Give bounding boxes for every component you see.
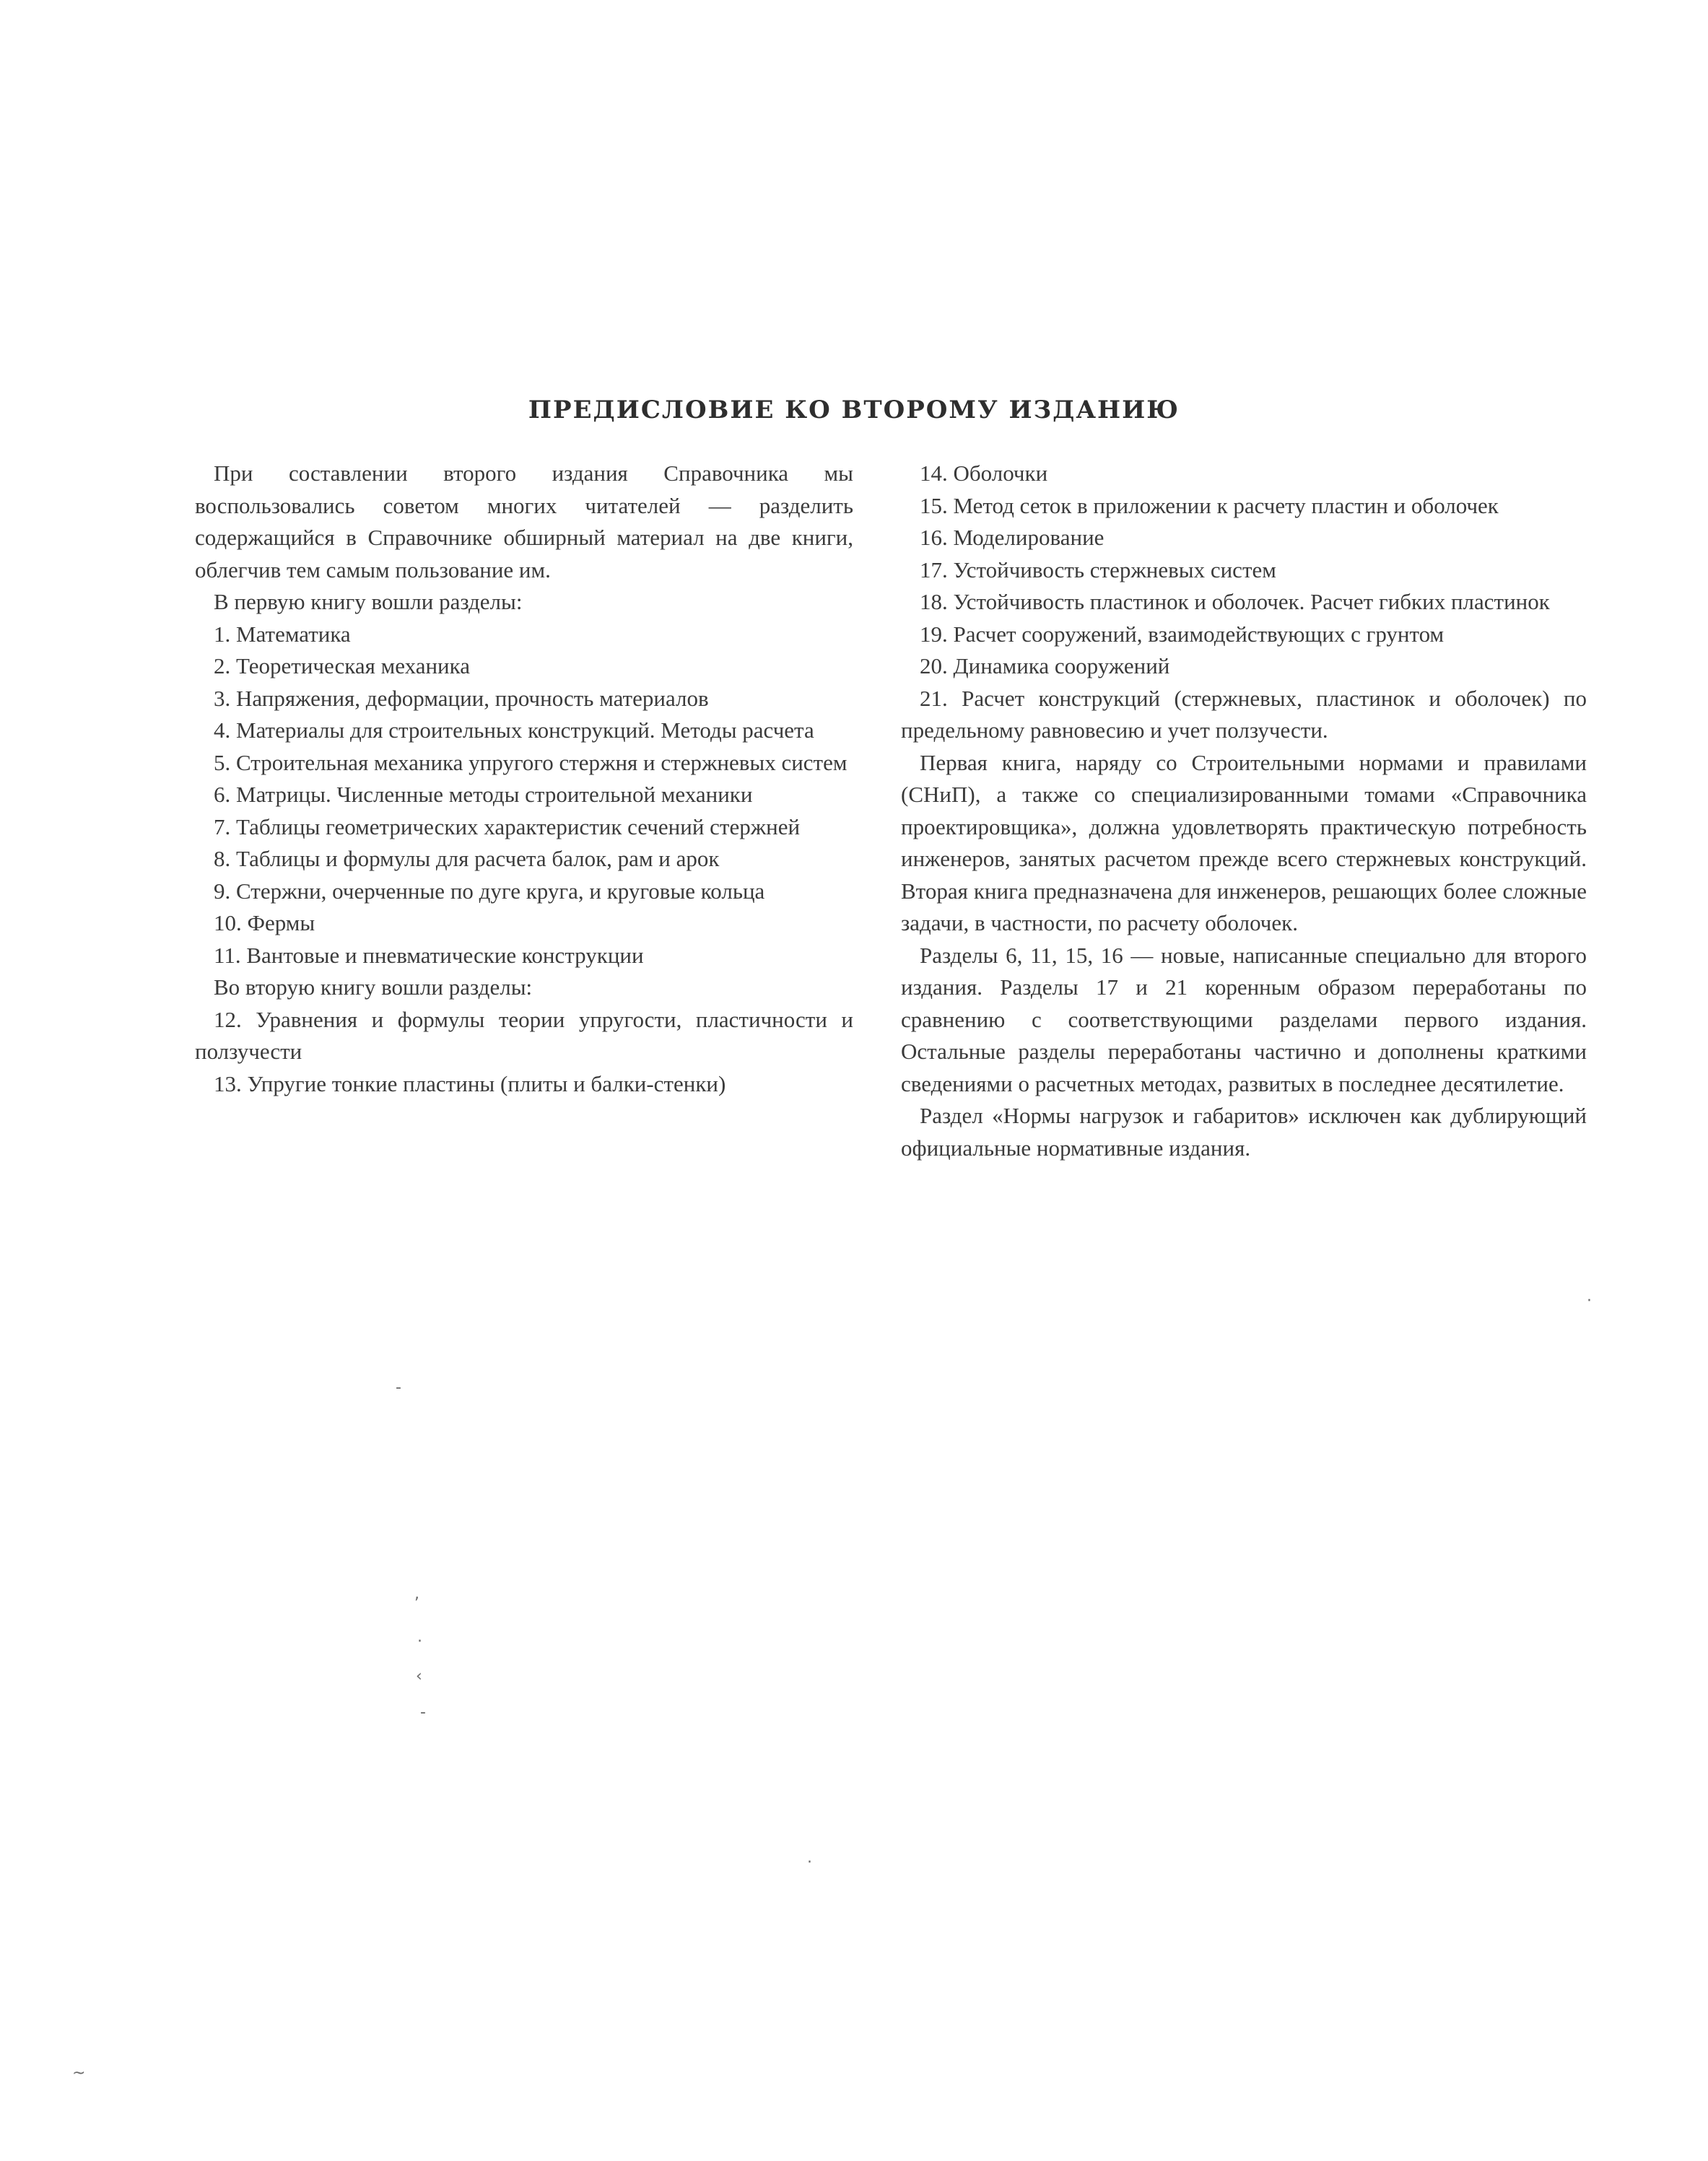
list-item: 5. Строительная механика упругого стержня и стержневых систем <box>214 749 848 775</box>
scan-speck-icon: · <box>417 1633 422 1651</box>
list-item: 16. Моделирование <box>920 525 1104 550</box>
paragraph: В первую книгу вошли разделы: <box>214 589 523 614</box>
list-item: 13. Упругие тонкие пластины (плиты и балки-стенки) <box>214 1070 726 1096</box>
paragraph: Во вторую книгу вошли разделы: <box>214 974 533 1000</box>
left-column <box>195 458 853 1100</box>
scan-speck-icon: ‹ <box>416 1667 422 1685</box>
list-item: 11. Вантовые и пневматические конструкции <box>214 942 644 968</box>
list-item: 21. Расчет конструкций (стержневых, пластинок и оболочек) по предельному равновесию и учет ползучести. <box>901 685 1587 743</box>
list-item: 7. Таблицы геометрических характеристик сечений стержней <box>214 813 801 839</box>
list-item: 2. Теоретическая механика <box>214 653 471 678</box>
paragraph: Раздел «Нормы нагрузок и габаритов» исключен как дублирующий официальные нормативные издания. <box>901 1103 1587 1161</box>
page-title: ПРЕДИСЛОВИЕ КО ВТОРОМУ ИЗДАНИЮ <box>528 396 1180 424</box>
list-item: 12. Уравнения и формулы теории упругости, пластичности и ползучести <box>195 1006 853 1064</box>
scan-speck-icon: , <box>414 1585 419 1603</box>
list-item: 19. Расчет сооружений, взаимодействующих с грунтом <box>920 621 1445 647</box>
list-item: 8. Таблицы и формулы для расчета балок, рам и арок <box>214 846 720 871</box>
scan-speck-icon: · <box>807 1854 812 1872</box>
paragraph: Первая книга, наряду со Строительными нормами и правилами (СНиП), а также со специализированными томами «Справочника проектировщика», должна удовлетворять практическую потребность инженеров, занятых расчетом прежде всего стержневых конструкций. Вторая книга предназначена для инженеров, решающих более сложные задачи, в частности, по расчету оболочек. <box>901 749 1587 935</box>
paragraph: Разделы 6, 11, 15, 16 — новые, написанные специально для второго издания. Разделы 17 и 21 коренным образом переработаны по сравнению с соответствующими разделами первого издания. Остальные разделы переработаны частично и дополнены краткими сведениями о расчетных методах, развитых в последнее десятилетие. <box>901 942 1587 1096</box>
list-item: 15. Метод сеток в приложении к расчету пластин и оболочек <box>920 492 1499 518</box>
list-item: 4. Материалы для строительных конструкций. Методы расчета <box>214 717 814 743</box>
paragraph: При составлении второго издания Справочника мы воспользовались советом многих читателей — разделить содержащийся в Справочнике обширный материал на две книги, облегчив тем самым пользование им. <box>195 460 853 582</box>
list-item: 1. Математика <box>214 621 351 647</box>
scan-speck-icon: · <box>1587 1292 1592 1310</box>
scan-speck-icon: - <box>420 1703 426 1721</box>
list-item: 10. Фермы <box>214 910 315 935</box>
list-item: 18. Устойчивость пластинок и оболочек. Расчет гибких пластинок <box>920 589 1550 614</box>
list-item: 17. Устойчивость стержневых систем <box>920 556 1276 582</box>
scan-speck-icon: - <box>396 1379 401 1397</box>
list-item: 14. Оболочки <box>920 460 1048 486</box>
list-item: 9. Стержни, очерченные по дуге круга, и круговые кольца <box>214 878 765 904</box>
right-column <box>901 458 1587 1164</box>
list-item: 6. Матрицы. Численные методы строительной механики <box>214 782 753 807</box>
list-item: 3. Напряжения, деформации, прочность материалов <box>214 685 709 711</box>
list-item: 20. Динамика сооружений <box>920 653 1170 678</box>
scan-speck-icon: ~ <box>72 2064 86 2082</box>
